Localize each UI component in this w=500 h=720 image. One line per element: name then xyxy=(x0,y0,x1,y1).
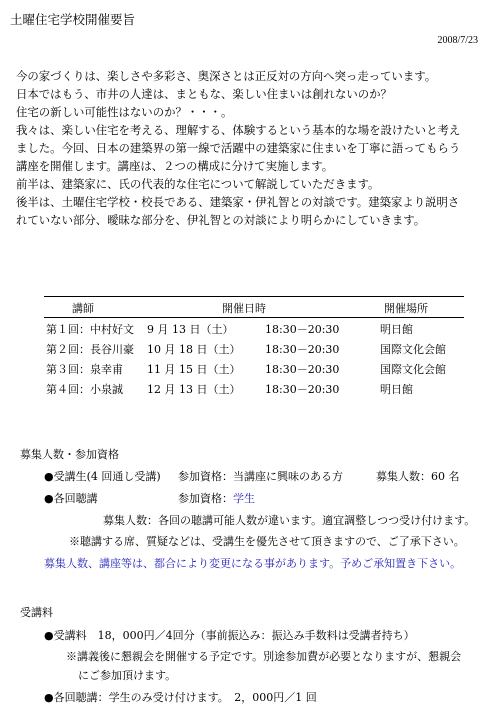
intro-line: 住宅の新しい可能性はないのか？・・・。 xyxy=(16,105,233,119)
recruit-note-count: 募集人数：各回の聴講可能人数が違います。適宜調整しつつ受け付けます。 xyxy=(103,514,476,527)
recruit-heading: 募集人数・参加資格 xyxy=(20,448,119,461)
intro-line: 日本ではもう、市井の人達は、まともな、楽しい住まいは創れないのか？ xyxy=(16,87,392,101)
venue: 国際文化会館 xyxy=(380,343,446,356)
venue: 明日館 xyxy=(380,323,413,336)
document-date: 2008/7/23 xyxy=(437,35,478,46)
recruit-student-count: 募集人数：60 名 xyxy=(376,470,460,483)
schedule-header-row xyxy=(44,296,464,318)
session-time: 18:30－20:30 xyxy=(265,323,340,336)
session-time: 18:30－20:30 xyxy=(265,383,340,396)
recruit-note-change: 募集人数、講座等は、都合により変更になる事があります。予めご承知置き下さい。 xyxy=(44,557,462,570)
schedule-table xyxy=(44,296,464,398)
fee-audit-line: ●各回聴講：学生のみ受け付けます。 2，000円／1 回 xyxy=(44,691,317,704)
recruit-note-priority: ※聴講する席、質疑などは、受講生を優先させて頂きますので、ご了承下さい。 xyxy=(69,535,465,548)
page-title: 土曜住宅学校開催要旨 xyxy=(10,12,136,27)
schedule-row xyxy=(44,338,464,358)
session-date: 10 月 18 日（土） xyxy=(147,343,241,356)
qualification-value: 学生 xyxy=(233,492,255,505)
header-datetime: 開催日時 xyxy=(222,302,266,315)
intro-line: 前半は、建築家に、氏の代表的な住宅について解説していただきます。 xyxy=(16,177,380,191)
fee-line: ●受講料 18，000円／4回分（事前振込み：振込み手数料は受講者持ち） xyxy=(44,629,415,642)
lecturer: 第３回：泉幸甫 xyxy=(46,363,123,376)
session-date: 12 月 13 日（土） xyxy=(147,383,241,396)
intro-line: 我々は、楽しい住宅を考える、理解する、体験するという基本的な場を設けたいと考え xyxy=(16,123,461,137)
intro-line: れていない部分、曖昧な部分を、伊礼智との対談により明らかにしていきます。 xyxy=(16,213,426,227)
venue: 国際文化会館 xyxy=(380,363,446,376)
schedule-row xyxy=(44,358,464,378)
recruit-audit-qualification xyxy=(178,490,255,506)
recruit-student-qualification: 参加資格：当講座に興味のある方 xyxy=(178,470,343,483)
session-date: 11 月 15 日（土） xyxy=(147,363,241,376)
schedule-row xyxy=(44,318,464,338)
intro-line: 講座を開催します。講座は、２つの構成に分けて実施します。 xyxy=(16,159,334,173)
session-date: 9 月 13 日（土） xyxy=(147,323,234,336)
session-time: 18:30－20:30 xyxy=(265,343,340,356)
qualification-label: 参加資格： xyxy=(178,492,233,505)
intro-paragraph xyxy=(16,67,486,229)
session-time: 18:30－20:30 xyxy=(265,363,340,376)
venue: 明日館 xyxy=(380,383,413,396)
intro-line: ました。今回、日本の建築界の第一線で活躍中の建築家に住まいを丁寧に語ってもらう xyxy=(16,141,461,155)
intro-line: 後半は、土曜住宅学校・校長である、建築家・伊礼智との対談です。建築家より説明さ xyxy=(16,195,460,209)
recruit-audit-label: ●各回聴講 xyxy=(44,492,98,505)
lecturer: 第１回：中村好文 xyxy=(46,323,134,336)
lecturer: 第２回：長谷川豪 xyxy=(46,343,134,356)
fee-note: にご参加頂けます。 xyxy=(78,669,177,682)
schedule-row xyxy=(44,378,464,398)
fee-note: ※講義後に懇親会を開催する予定です。別途参加費が必要となりますが、懇親会 xyxy=(66,650,462,663)
header-lecturer: 講師 xyxy=(72,302,94,315)
intro-line: 今の家づくりは、楽しさや多彩さ、奥深さとは正反対の方向へ突っ走っています。 xyxy=(16,69,437,83)
fee-heading: 受講料 xyxy=(20,606,53,619)
recruit-student-label: ●受講生(4 回通し受講) xyxy=(44,470,161,483)
lecturer: 第４回：小泉誠 xyxy=(46,383,123,396)
header-venue: 開催場所 xyxy=(384,302,428,315)
